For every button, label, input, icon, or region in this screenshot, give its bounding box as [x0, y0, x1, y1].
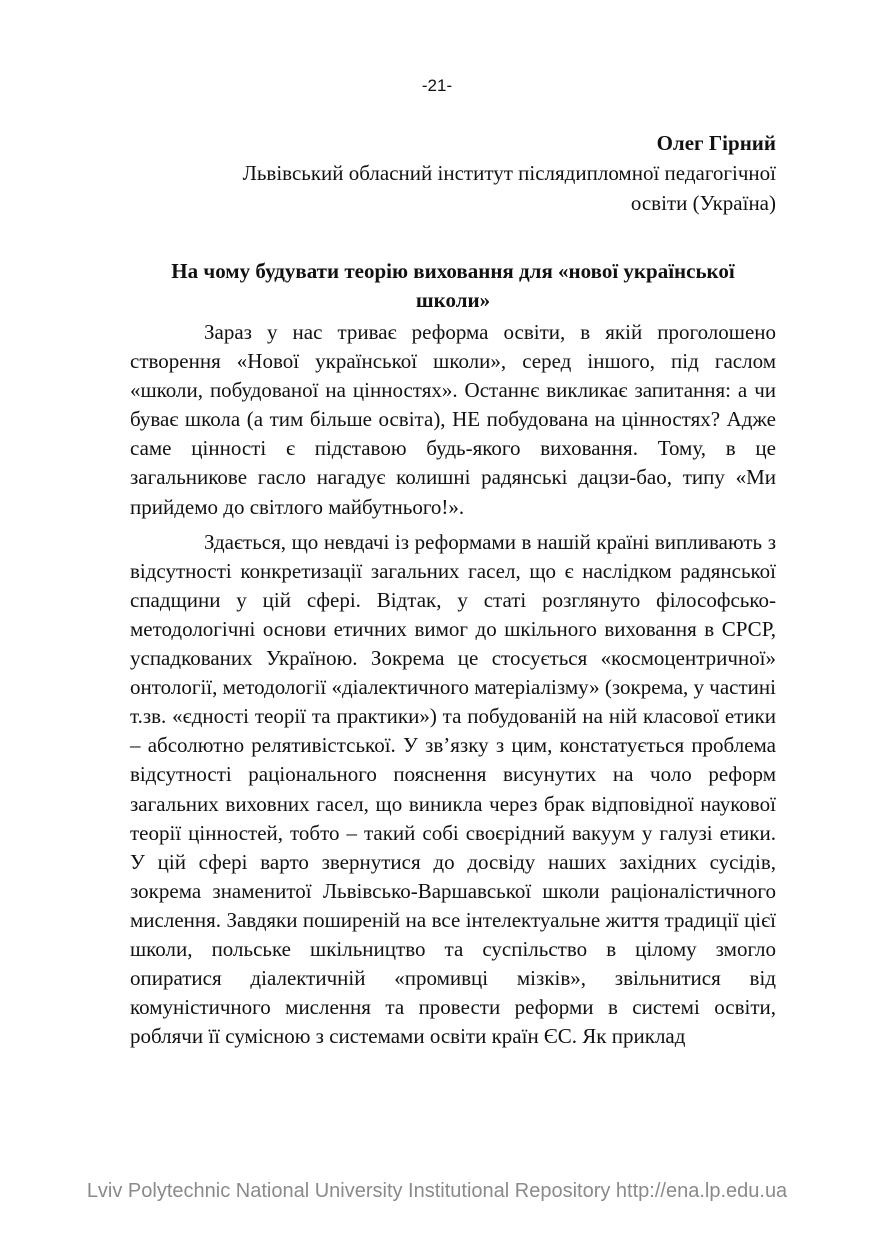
affiliation-line-2: освіти (Україна) — [630, 191, 776, 215]
author-block — [150, 128, 776, 218]
author-name: Олег Гірний — [656, 131, 776, 155]
article-body — [130, 318, 776, 1057]
author-affiliation — [150, 158, 776, 218]
repository-watermark: Lviv Polytechnic National University Institutional Repository http://ena.lp.edu.ua — [86, 1180, 788, 1202]
article-title-line-2: школи» — [415, 288, 491, 312]
body-paragraph-1: Зараз у нас триває реформа освіти, в якій проголошено створення «Нової української школи», серед іншого, під гаслом «школи, побудованої на цінностях». Останнє викликає запитання: а чи буває школа (а тим більше освіта), НЕ побудована на цінностях? Адже саме цінності є підставою будь-якого виховання. Тому, в це загальникове гасло нагадує колишні радянські дацзи-бао, типу «Ми прийдемо до світлого майбутнього!». — [130, 320, 776, 519]
page-number: -21- — [421, 76, 453, 95]
body-paragraph-2: Здається, що невдачі із реформами в нашій країні випливають з відсутності конкретизації загальних гасел, що є наслідком радянської спадщини у цій сфері. Відтак, у статі розглянуто філософсько-методологічні основи етичних вимог до шкільного виховання в СРСР, успадкованих Україною. Зокрема це стосується «космоцентричної» онтології, методології «діалектичного матеріалізму» (зокрема, у частині т.зв. «єдності теорії та практики») та побудованій на ній класової етики – абсолютно релятивістської. У зв’язку з цим, констатується проблема відсутності раціонального пояснення висунутих на чоло реформ загальних виховних гасел, що виникла через брак відповідної наукової теорії цінностей, тобто – такий собі своєрідний вакуум у галузі етики. У цій сфері варто звернутися до досвіду наших західних сусідів, зокрема знаменитої Львівсько-Варшавської школи раціоналістичного мислення. Завдяки поширеній на все інтелектуальне життя традиції цієї школи, польське шкільництво та суспільство в цілому змогло опиратися діалектичній «промивці мізків», звільнитися від комуністичного мислення та провести реформи в системі освіти, роблячи її сумісною з системами освіти країн ЄС. Як приклад — [130, 529, 776, 1049]
affiliation-line-1: Львівський обласний інститут післядипломної педагогічної — [242, 161, 776, 185]
article-title — [130, 257, 776, 315]
article-title-line-1: На чому будувати теорію виховання для «нової української — [171, 259, 735, 283]
